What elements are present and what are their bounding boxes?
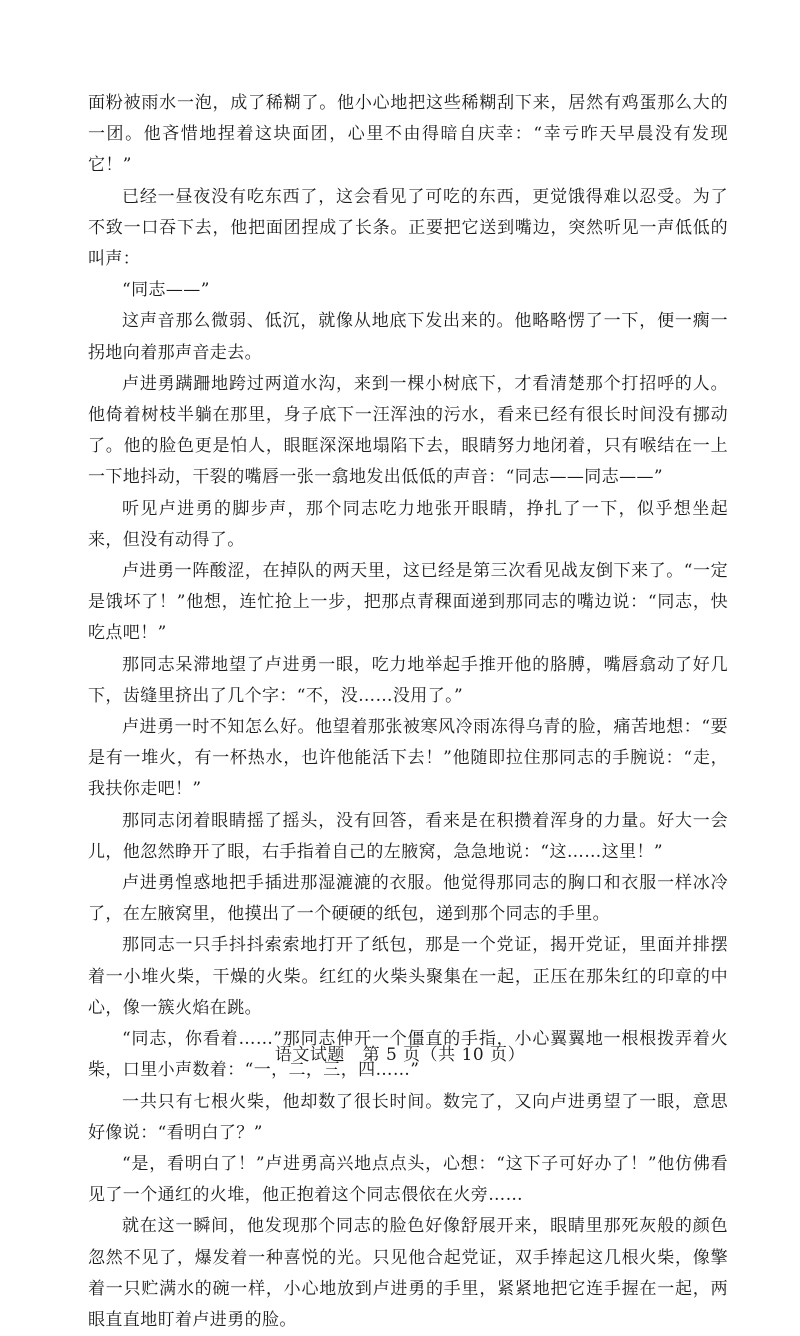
paragraph-16: 就在这一瞬间，他发现那个同志的脸色好像舒展开来，眼睛里那死灰般的颜色忽然不见了，爆发着一种喜悦的光。只见他合起党证，双手捧起这几根火柴，像擎着一只贮满水的碗一样，小心地放到卢进勇的手里，紧紧地把它连手握在一起，两眼直直地盯着卢进勇的脸。 bbox=[88, 1216, 728, 1330]
passage-body bbox=[88, 88, 728, 1336]
paragraph-1: 面粉被雨水一泡，成了稀糊了。他小心地把这些稀糊刮下来，居然有鸡蛋那么大的一团。他吝惜地捏着这块面团，心里不由得暗自庆幸：“幸亏昨天早晨没有发现它！” bbox=[88, 93, 728, 176]
paragraph-2: 已经一昼夜没有吃东西了，这会看见了可吃的东西，更觉饿得难以忍受。为了不致一口吞下去，他把面团捏成了长条。正要把它送到嘴边，突然听见一声低低的叫声： bbox=[88, 186, 728, 270]
paragraph-5: 卢进勇蹒跚地跨过两道水沟，来到一棵小树底下，才看清楚那个打招呼的人。他倚着树枝半躺在那里，身子底下一汪浑浊的污水，看来已经有很长时间没有挪动了。他的脸色更是怕人，眼眶深深地塌陷下去，眼睛努力地闭着，只有喉结在一上一下地抖动，干裂的嘴唇一张一翕地发出低低的声音：“同志——同志——” bbox=[88, 373, 728, 488]
paragraph-15: “是，看明白了！”卢进勇高兴地点点头，心想：“这下子可好办了！”他仿佛看见了一个通红的火堆，他正抱着这个同志偎依在火旁…… bbox=[88, 1153, 728, 1206]
paragraph-10: 那同志闭着眼睛摇了摇头，没有回答，看来是在积攒着浑身的力量。好大一会儿，他忽然睁开了眼，右手指着自己的左腋窝，急急地说：“这……这里！” bbox=[88, 810, 728, 862]
footer-subject: 语文试题 bbox=[274, 1045, 345, 1065]
paragraph-9: 卢进勇一时不知怎么好。他望着那张被寒风冷雨冻得乌青的脸，痛苦地想：“要是有一堆火，有一杯热水，也许他能活下去！”他随即拉住那同志的手腕说：“走，我扶你走吧！” bbox=[88, 717, 728, 800]
paragraph-7: 卢进勇一阵酸涩，在掉队的两天里，这已经是第三次看见战友倒下来了。“一定是饿坏了！”他想，连忙抢上一步，把那点青稞面递到那同志的嘴边说：“同志，快吃点吧！” bbox=[88, 561, 728, 644]
paragraph-13: “同志，你看着……”那同志伸开一个僵直的手指，小心翼翼地一根根拨弄着火柴，口里小声数着：“一，二，三，四……” bbox=[88, 1029, 728, 1081]
paragraph-14: 一共只有七根火柴，他却数了很长时间。数完了，又向卢进勇望了一眼，意思好像说：“看明白了？” bbox=[88, 1091, 728, 1143]
paragraph-3: “同志——” bbox=[122, 280, 210, 301]
footer-page-number: 第 5 页（共 10 页） bbox=[362, 1045, 526, 1065]
page-footer bbox=[0, 1040, 800, 1065]
paragraph-4: 这声音那么微弱、低沉，就像从地底下发出来的。他略略愣了一下，便一瘸一拐地向着那声音走去。 bbox=[88, 311, 728, 363]
paragraph-6: 听见卢进勇的脚步声，那个同志吃力地张开眼睛，挣扎了一下，似乎想坐起来，但没有动得了。 bbox=[88, 498, 728, 550]
paragraph-8: 那同志呆滞地望了卢进勇一眼，吃力地举起手推开他的胳膊，嘴唇翕动了好几下，齿缝里挤出了几个字：“不，没……没用了。” bbox=[88, 654, 728, 706]
paragraph-12: 那同志一只手抖抖索索地打开了纸包，那是一个党证，揭开党证，里面并排摆着一小堆火柴，干燥的火柴。红红的火柴头聚集在一起，正压在那朱红的印章的中心，像一簇火焰在跳。 bbox=[88, 935, 728, 1018]
paragraph-11: 卢进勇惶惑地把手插进那湿漉漉的衣服。他觉得那同志的胸口和衣服一样冰冷了，在左腋窝里，他摸出了一个硬硬的纸包，递到那个同志的手里。 bbox=[88, 873, 728, 925]
